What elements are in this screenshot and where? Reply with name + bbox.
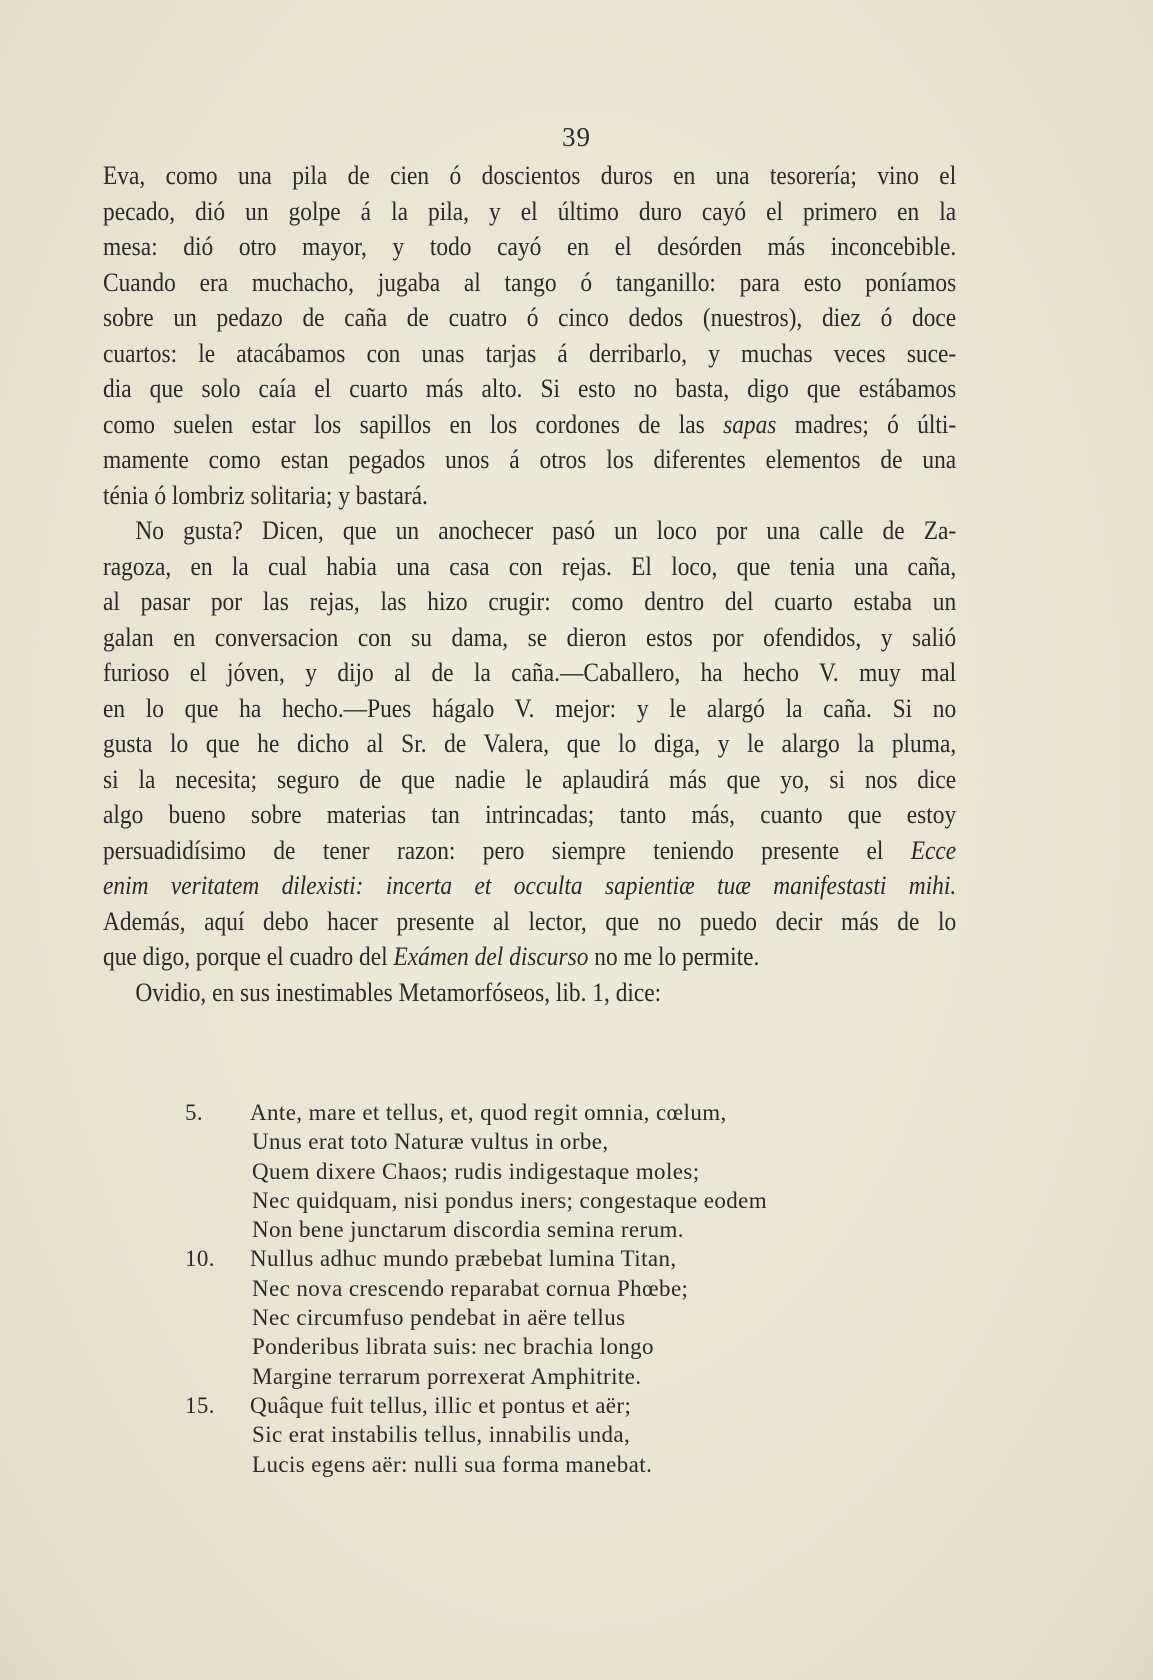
text-segment: Eva, como una pila de cien ó doscientos duros en una tesorería; vino el xyxy=(103,161,957,190)
verse-text: Nec quidquam, nisi pondus iners; congestaque eodem xyxy=(252,1187,768,1213)
text-segment: algo bueno sobre materias tan intrincadas; tanto más, cuanto que estoy xyxy=(103,800,957,829)
verse-text: Nullus adhuc mundo præbebat lumina Titan, xyxy=(250,1246,677,1272)
text-line xyxy=(103,726,956,762)
verse-text: Ponderibus librata suis: nec brachia longo xyxy=(252,1334,654,1360)
verse-line xyxy=(185,1391,905,1420)
text-line xyxy=(103,300,956,336)
verse-line xyxy=(185,1420,905,1449)
text-segment: Ovidio, en sus inestimables Metamorfóseos, lib. 1, dice: xyxy=(135,977,662,1007)
text-segment: que digo, porque el cuadro del xyxy=(103,942,394,971)
text-line xyxy=(103,797,956,833)
text-line xyxy=(103,158,956,194)
text-segment: sobre un pedazo de caña de cuatro ó cinco dedos (nuestros), diez ó doce xyxy=(103,303,957,332)
text-segment: persuadidísimo de tener razon: pero siempre teniendo presente el xyxy=(103,835,911,865)
text-line xyxy=(103,762,956,798)
text-line xyxy=(103,939,956,975)
text-line xyxy=(103,265,956,301)
page-number: 39 xyxy=(562,122,591,152)
text-line xyxy=(103,371,956,407)
text-line xyxy=(103,407,956,443)
text-segment: ténia ó lombriz solitaria; y bastará. xyxy=(103,480,428,510)
text-segment: como suelen estar los sapillos en los cordones de las xyxy=(103,409,724,439)
text-line xyxy=(103,478,956,514)
text-segment: mamente como estan pegados unos á otros los diferentes elementos de una xyxy=(103,445,957,474)
verse-text: Sic erat instabilis tellus, innabilis unda, xyxy=(252,1422,631,1448)
text-line xyxy=(103,442,956,478)
verse-line xyxy=(185,1303,905,1332)
text-line xyxy=(103,229,956,265)
verse-text: Nec circumfuso pendebat in aëre tellus xyxy=(252,1305,626,1331)
text-line xyxy=(103,513,956,549)
text-segment: Cuando era muchacho, jugaba al tango ó tanganillo: para esto poníamos xyxy=(103,267,957,297)
italic-text: Exámen del discurso xyxy=(393,942,589,971)
verse-text: Unus erat toto Naturæ vultus in orbe, xyxy=(252,1129,609,1155)
text-segment: galan en conversacion con su dama, se dieron estos por ofendidos, y salió xyxy=(103,622,957,652)
text-segment: gusta lo que he dicho al Sr. de Valera, que lo diga, y le alargo la pluma, xyxy=(103,729,957,758)
verse-line xyxy=(185,1332,905,1361)
text-segment: mesa: dió otro mayor, y todo cayó en el desórden más inconcebible. xyxy=(103,232,957,261)
text-segment: furioso el jóven, y dijo al de la caña.—Caballero, ha hecho V. muy mal xyxy=(103,658,957,687)
text-segment: pecado, dió un golpe á la pila, y el último duro cayó el primero en la xyxy=(103,196,957,226)
verse-text: Non bene junctarum discordia semina rerum. xyxy=(252,1217,684,1243)
text-segment: en lo que ha hecho.—Pues hágalo V. mejor: y le alargó la caña. Si no xyxy=(103,693,957,723)
italic-text: enim veritatem dilexisti: incerta et occulta sapientiæ tuæ manifestasti mihi. xyxy=(103,871,957,900)
verse-quotation xyxy=(185,1098,905,1479)
text-segment: madres; ó últi- xyxy=(776,409,957,439)
text-line xyxy=(103,833,956,869)
verse-number: 15. xyxy=(185,1392,215,1418)
text-segment: si la necesita; seguro de que nadie le aplaudirá más que yo, si nos dice xyxy=(103,764,957,794)
text-segment: no me lo permite. xyxy=(588,942,760,971)
verse-text: Ante, mare et tellus, et, quod regit omnia, cœlum, xyxy=(250,1100,727,1125)
italic-text: sapas xyxy=(723,409,777,439)
verse-text: Lucis egens aër: nulli sua forma manebat. xyxy=(252,1451,653,1477)
verse-line xyxy=(185,1157,905,1186)
text-line xyxy=(103,975,956,1011)
text-segment: dia que solo caía el cuarto más alto. Si esto no basta, digo que estábamos xyxy=(103,374,957,403)
text-segment: ragoza, en la cual habia una casa con rejas. El loco, que tenia una caña, xyxy=(103,551,957,581)
verse-number: 5. xyxy=(185,1100,204,1125)
italic-text: Ecce xyxy=(910,835,957,865)
text-segment: al pasar por las rejas, las hizo crugir: como dentro del cuarto estaba un xyxy=(103,587,957,616)
text-segment: No gusta? Dicen, que un anochecer pasó un loco por una calle de Za- xyxy=(135,516,957,545)
text-segment: Además, aquí debo hacer presente al lector, que no puedo decir más de lo xyxy=(103,906,957,936)
prose-body xyxy=(103,158,956,1010)
verse-line xyxy=(185,1362,905,1391)
text-line xyxy=(103,691,956,727)
text-line xyxy=(103,868,956,904)
verse-line xyxy=(185,1274,905,1303)
verse-text: Quem dixere Chaos; rudis indigestaque moles; xyxy=(252,1158,700,1184)
verse-line xyxy=(185,1186,905,1215)
text-line xyxy=(103,194,956,230)
verse-line xyxy=(185,1244,905,1273)
verse-text: Nec nova crescendo reparabat cornua Phœbe; xyxy=(252,1275,689,1301)
verse-line xyxy=(185,1098,905,1127)
text-line xyxy=(103,904,956,940)
verse-line xyxy=(185,1450,905,1479)
text-line xyxy=(103,584,956,620)
verse-number: 10. xyxy=(185,1246,215,1272)
text-line xyxy=(103,620,956,656)
text-line xyxy=(103,655,956,691)
verse-text: Quâque fuit tellus, illic et pontus et aër; xyxy=(250,1392,632,1418)
text-line xyxy=(103,549,956,585)
text-line xyxy=(103,336,956,372)
verse-text: Margine terrarum porrexerat Amphitrite. xyxy=(252,1363,642,1389)
text-segment: cuartos: le atacábamos con unas tarjas á derribarlo, y muchas veces suce- xyxy=(103,338,957,368)
verse-line xyxy=(185,1215,905,1244)
verse-line xyxy=(185,1127,905,1156)
